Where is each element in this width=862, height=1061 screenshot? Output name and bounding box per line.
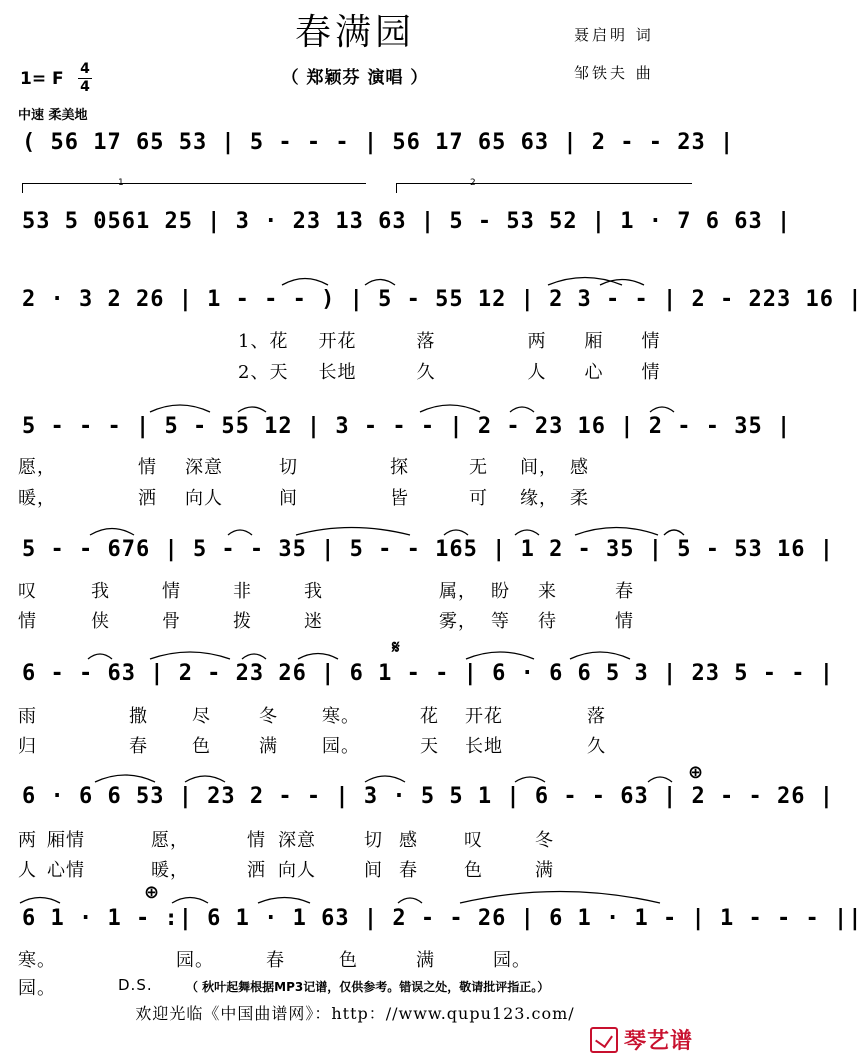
lyric-syllable: 寒。 (18, 950, 56, 971)
slur-arc (515, 777, 545, 782)
lyric-syllable: 情 (641, 331, 661, 352)
lyric-syllable: 切 (279, 457, 298, 478)
lyric-syllable: 色 (464, 860, 483, 881)
slur-arc (365, 280, 395, 286)
lyric-syllable: 向人 (278, 860, 316, 881)
score-line-4: 5 - - - | 5 - 55 12 | 3 - - - | 2 - 23 16 | 2 - - 35 | (22, 414, 792, 439)
lyric-syllable: 春 (399, 860, 418, 881)
lyric-syllable: 我 (91, 581, 110, 602)
slur-arc (648, 777, 672, 782)
lyric-syllable: 情 (641, 362, 661, 383)
lyric-syllable: 可 (469, 488, 488, 509)
lyric-syllable: 待 (538, 611, 557, 632)
slur-arc (296, 528, 410, 536)
lyric-syllable: 归 (18, 736, 37, 757)
slur-arc (515, 530, 539, 535)
slur-arc (95, 775, 155, 782)
slur-arc (510, 407, 534, 412)
lyric-syllable: 我 (304, 581, 323, 602)
transcription-note: （ 秋叶起舞根据MP3记谱，仅供参考。错误之处，敬请批评指正。） (186, 980, 550, 994)
coda-sign-right: ⊕ (688, 762, 704, 783)
lyric-syllable: 迷 (304, 611, 323, 632)
slur-arc (88, 654, 112, 659)
lyric-syllable: 满 (535, 860, 554, 881)
lyric-syllable: 2、天 (238, 362, 289, 383)
lyric-syllable: 长地 (465, 736, 503, 757)
slur-arc (570, 652, 630, 659)
lyric-syllable: 满 (416, 950, 435, 971)
slur-arc (258, 898, 310, 904)
lyric-syllable: 春 (129, 736, 148, 757)
slur-arc (228, 530, 252, 535)
lyric-syllable: 感 (570, 457, 589, 478)
score-line-3: 2 · 3 2 26 | 1 - - - ) | 5 - 55 12 | 2 3 - - | 2 - 223 16 | (22, 287, 862, 312)
lyric-syllable: 暖， (18, 488, 56, 509)
lyric-syllable: 愿， (151, 830, 189, 851)
lyric-syllable: 感 (399, 830, 418, 851)
score-line-8: 6 1 · 1 - :| 6 1 · 1 63 | 2 - - 26 | 6 1 · 1 - | 1 - - - || (22, 906, 862, 931)
slur-arc (185, 776, 225, 782)
lyric-syllable: 春 (615, 581, 634, 602)
key-signature: 1= F (20, 69, 64, 89)
slur-arc (460, 892, 660, 904)
lyric-syllable: 久 (416, 362, 436, 383)
time-signature-top: 4 (80, 61, 90, 77)
slur-arc (664, 530, 684, 535)
tempo-marking: 中速 柔美地 (18, 108, 88, 123)
lyric-syllable: 天 (420, 736, 439, 757)
lyric-syllable: 愿， (18, 457, 56, 478)
lyric-syllable: 厢情 (47, 830, 85, 851)
lyric-syllable: 洒 (138, 488, 157, 509)
lyric-syllable: 情 (247, 830, 266, 851)
lyric-syllable: 骨 (162, 611, 181, 632)
lyric-syllable: 撒 (129, 706, 148, 727)
lyric-syllable: 久 (587, 736, 606, 757)
lyric-syllable: 叹 (464, 830, 483, 851)
segno-sign: 𝄋 (392, 637, 400, 658)
lyric-syllable: 人 (527, 362, 547, 383)
lyric-syllable: 长地 (318, 362, 357, 383)
lyric-syllable: 尽 (192, 706, 211, 727)
slur-arc (150, 652, 230, 659)
lyric-syllable: 洒 (247, 860, 266, 881)
slur-arc (466, 652, 534, 659)
lyric-syllable: 两 (527, 331, 547, 352)
lyric-syllable: 园。 (176, 950, 214, 971)
lyric-syllable: 雾， (439, 611, 477, 632)
lyric-syllable: 缘， (520, 488, 558, 509)
lyric-syllable: 心情 (47, 860, 85, 881)
time-signature-bottom: 4 (80, 79, 90, 95)
slur-arc (150, 405, 210, 412)
lyric-syllable: 色 (192, 736, 211, 757)
slur-arc (90, 529, 134, 536)
lyric-syllable: 暖， (151, 860, 189, 881)
lyric-syllable: 叹 (18, 581, 37, 602)
logo-text: 琴艺谱 (624, 1029, 694, 1054)
lyric-syllable: 来 (538, 581, 557, 602)
song-title: 春满园 (294, 12, 415, 53)
lyric-syllable: 色 (339, 950, 358, 971)
slur-arc (420, 405, 480, 412)
slur-arc (20, 898, 60, 904)
score-line-5: 5 - - 676 | 5 - - 35 | 5 - - 165 | 1 2 - 35 | 5 - 53 16 | (22, 537, 834, 562)
dal-segno-marking: D.S. (118, 976, 153, 994)
lyric-syllable: 开花 (318, 331, 357, 352)
lyric-syllable: 开花 (465, 706, 503, 727)
score-line-6: 6 - - 63 | 2 - 23 26 | 6 1 - - | 6 · 6 6 5 3 | 23 5 - - | (22, 661, 834, 686)
coda-sign-center: ⊕ (144, 882, 160, 903)
slur-arc (298, 654, 338, 660)
slur-arc (172, 898, 208, 904)
lyricist-credit: 聂启明 词 (574, 26, 654, 44)
lyric-syllable: 落 (587, 706, 606, 727)
lyric-syllable: 向人 (185, 488, 223, 509)
lyric-syllable: 侠 (91, 611, 110, 632)
lyric-syllable: 等 (491, 611, 510, 632)
slur-arc (398, 898, 422, 903)
score-line-7: 6 · 6 6 53 | 23 2 - - | 3 · 5 5 1 | 6 - - 63 | 2 - - 26 | (22, 784, 834, 809)
singer-credit: （ 郑颖芬 演唱 ） (281, 68, 429, 88)
lyric-syllable: 皆 (390, 488, 409, 509)
lyric-syllable: 人 (18, 860, 37, 881)
lyric-syllable: 间 (279, 488, 298, 509)
slur-arc (242, 654, 266, 659)
composer-credit: 邹铁夫 曲 (574, 64, 654, 82)
volta-1-number: 1 (118, 178, 124, 188)
lyric-syllable: 切 (364, 830, 383, 851)
volta-2-number: 2 (470, 178, 476, 188)
lyric-syllable: 间 (364, 860, 383, 881)
lyric-syllable: 园。 (493, 950, 531, 971)
lyric-syllable: 情 (18, 611, 37, 632)
lyric-syllable: 柔 (570, 488, 589, 509)
slur-arc (282, 279, 328, 286)
lyric-syllable: 园。 (322, 736, 360, 757)
lyric-syllable: 非 (233, 581, 252, 602)
lyric-syllable: 无 (469, 457, 488, 478)
lyric-syllable: 情 (138, 457, 157, 478)
lyric-syllable: 属， (439, 581, 477, 602)
lyric-syllable: 雨 (18, 706, 37, 727)
lyric-syllable: 花 (420, 706, 439, 727)
lyric-syllable: 情 (615, 611, 634, 632)
lyric-syllable: 心 (584, 362, 604, 383)
footer-text: 欢迎光临《中国曲谱网》：http：//www.qupu123.com/ (135, 1004, 575, 1023)
lyric-syllable: 满 (259, 736, 278, 757)
score-line-1: ( 56 17 65 53 | 5 - - - | 56 17 65 63 | 2 - - 23 | (22, 130, 735, 155)
lyric-syllable: 1、花 (238, 331, 289, 352)
lyric-syllable: 间， (520, 457, 558, 478)
slur-arc (238, 407, 266, 412)
slur-arc (365, 776, 405, 782)
lyric-syllable: 两 (18, 830, 37, 851)
slur-arc (444, 530, 468, 535)
lyric-syllable: 落 (416, 331, 436, 352)
lyric-syllable: 冬 (259, 706, 278, 727)
lyric-syllable: 冬 (535, 830, 554, 851)
slur-arc (575, 528, 658, 536)
lyric-syllable: 探 (390, 457, 409, 478)
lyric-syllable: 寒。 (322, 706, 360, 727)
lyric-line-8-verse-2: 园。 (18, 978, 56, 999)
lyric-syllable: 深意 (185, 457, 223, 478)
lyric-syllable: 情 (162, 581, 181, 602)
lyric-syllable: 厢 (584, 331, 604, 352)
lyric-syllable: 拨 (233, 611, 252, 632)
lyric-syllable: 深意 (278, 830, 316, 851)
lyric-syllable: 盼 (491, 581, 510, 602)
slur-arc (650, 407, 674, 412)
score-line-2: 53 5 0561 25 | 3 · 23 13 63 | 5 - 53 52 | 1 · 7 6 63 | (22, 209, 792, 234)
lyric-syllable: 春 (266, 950, 285, 971)
